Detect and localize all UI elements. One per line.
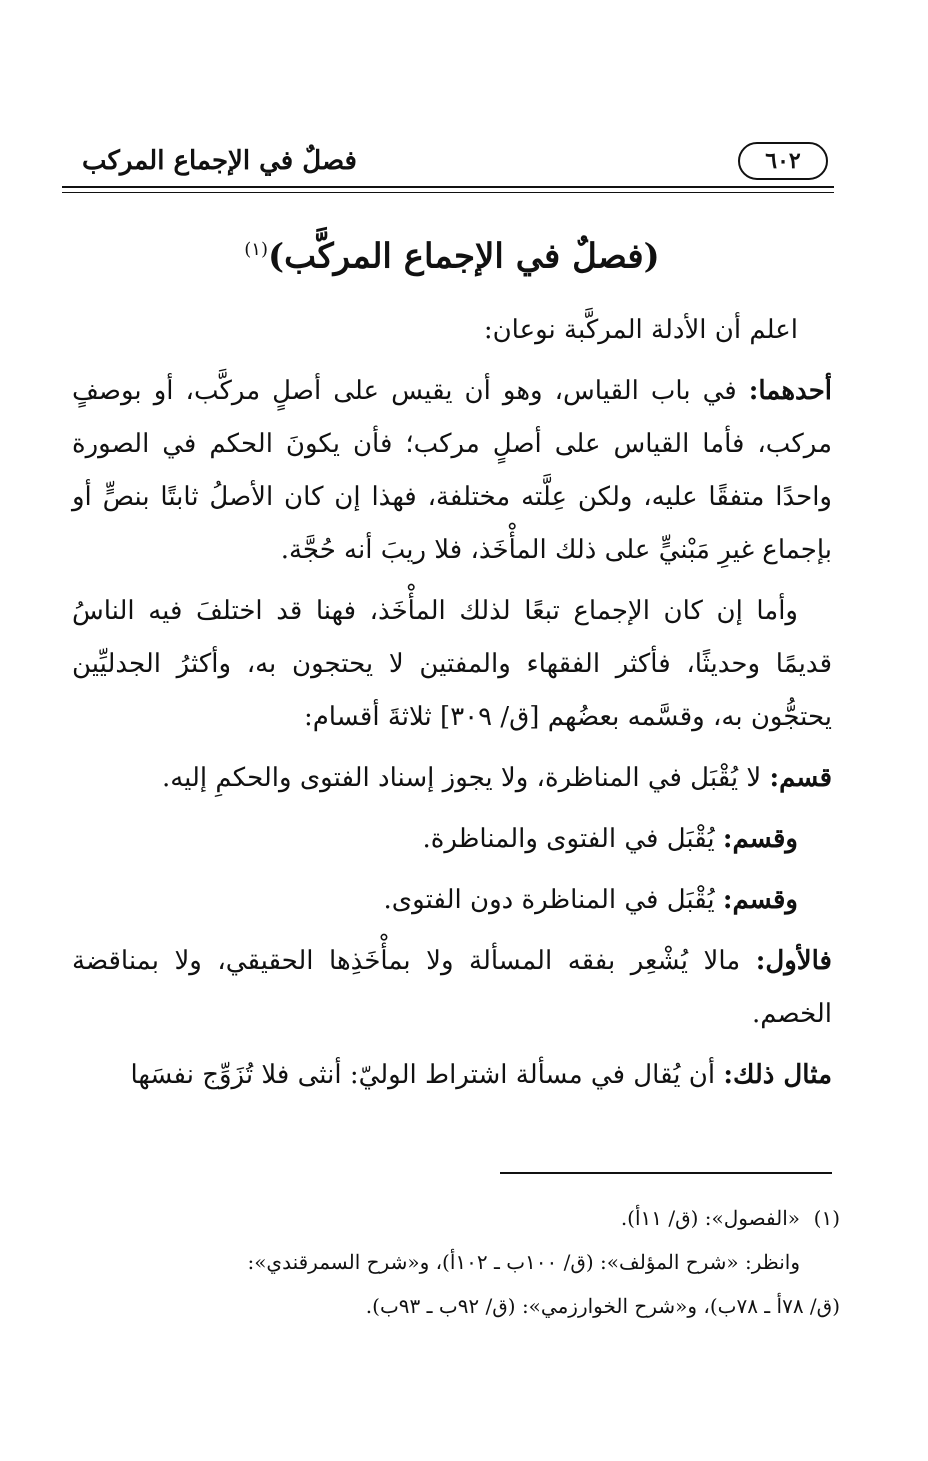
paragraph-text: لا يُقْبَل في المناظرة، ولا يجوز إسناد الفتوى والحكمِ إليه. bbox=[161, 763, 770, 794]
paragraph-lead: مثال ذلك: bbox=[723, 1060, 832, 1091]
paragraph bbox=[72, 304, 832, 357]
paragraph-text: أن يُقال في مسألة اشتراط الوليّ: أنثى فلا تُزَوِّج نفسَها bbox=[130, 1060, 724, 1091]
paragraph bbox=[72, 585, 832, 744]
paragraph bbox=[72, 752, 832, 805]
paragraph-text: في باب القياس، وهو أن يقيس على أصلٍ مركَّب، أو بوصفٍ مركب، فأما القياس على أصلٍ مركب؛ فأن يكونَ الحكم في الصورة واحدًا متفقًا عليه، ولكن عِلَّته مختلفة، فهذا إن كان الأصلُ ثابتًا بنصٍّ أو بإجماع غيرِ مَبْنيٍّ على ذلك المأْخَذ، فلا ريبَ أنه حُجَّة. bbox=[72, 376, 832, 566]
chapter-title bbox=[72, 220, 832, 286]
footnote-text: «الفصول»: (ق/ ١١أ). bbox=[620, 1206, 800, 1230]
running-title: فصلٌ في الإجماع المركب bbox=[82, 146, 357, 176]
paragraph bbox=[72, 813, 832, 866]
paragraph-text: اعلم أن الأدلة المركَّبة نوعان: bbox=[483, 315, 798, 346]
main-text bbox=[72, 212, 832, 1110]
paragraph-text: مالا يُشْعِر بفقه المسألة ولا بمأْخَذِها الحقيقي، ولا بمناقضة الخصم. bbox=[72, 946, 832, 1030]
paragraph-lead: أحدهما: bbox=[748, 376, 832, 407]
paragraph-lead: وقسم: bbox=[722, 824, 798, 855]
running-header bbox=[62, 138, 834, 200]
paragraph-text: يُقْبَل في المناظرة دون الفتوى. bbox=[383, 885, 723, 916]
footnote-number: (١) bbox=[813, 1206, 840, 1230]
paragraph bbox=[72, 1049, 832, 1102]
paragraph-text: وأما إن كان الإجماع تبعًا لذلك المأْخَذ، فهنا قد اختلفَ فيه الناسُ قديمًا وحديثًا، فأكثر الفقهاء والمفتين لا يحتجون به، وأكثرُ الجدليِّين يحتجُّون به، وقسَّمه بعضُهم [ق/ ٣٠٩] ثلاثةَ أقسام: bbox=[72, 596, 832, 733]
footnote-ref: (١) bbox=[244, 239, 268, 260]
paragraph-text: يُقْبَل في الفتوى والمناظرة. bbox=[422, 824, 723, 855]
footnote-text: (ق/ ٧٨أ ـ ٧٨ب)، و«شرح الخوارزمي»: (ق/ ٩٢ب ـ ٩٣ب). bbox=[365, 1294, 840, 1318]
footnote bbox=[80, 1196, 840, 1240]
paragraph-lead: فالأول: bbox=[755, 946, 832, 977]
paragraph bbox=[72, 874, 832, 927]
footnote-separator bbox=[500, 1172, 832, 1174]
paragraph bbox=[72, 365, 832, 577]
header-rule-thin bbox=[62, 192, 834, 193]
footnote-text: وانظر: «شرح المؤلف»: (ق/ ١٠٠ب ـ ١٠٢أ)، و«شرح السمرقندي»: bbox=[247, 1250, 800, 1274]
page-number-badge bbox=[738, 142, 828, 180]
paragraph bbox=[72, 935, 832, 1041]
footnote bbox=[80, 1284, 840, 1328]
footnote bbox=[80, 1240, 840, 1284]
paragraph-lead: قسم: bbox=[769, 763, 832, 794]
chapter-title-text: (فصلٌ في الإجماع المركَّب) bbox=[268, 236, 660, 277]
footnotes bbox=[80, 1196, 840, 1328]
page-number: ٦٠٢ bbox=[765, 148, 801, 174]
header-rule bbox=[62, 186, 834, 188]
paragraph-lead: وقسم: bbox=[722, 885, 798, 916]
